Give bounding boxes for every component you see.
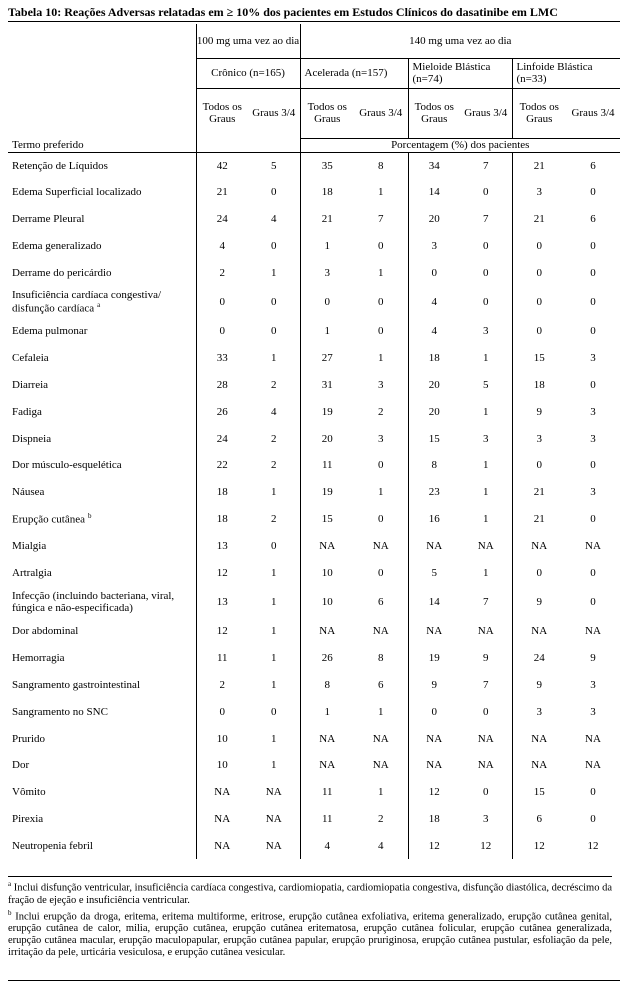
value-cell: 0 (483, 295, 489, 308)
table-row (8, 452, 620, 479)
term-cell: Sangramento no SNC (12, 705, 108, 718)
value-cell: 7 (483, 212, 489, 225)
table-row (8, 345, 620, 372)
value-cell: NA (512, 725, 566, 752)
table-row (8, 806, 620, 833)
grades34-header: Graus 3/4 (354, 88, 408, 138)
value-cell: 0 (300, 286, 354, 318)
value-cell: NA (408, 752, 460, 779)
value-cell: NA (585, 759, 601, 772)
value-cell: 15 (300, 506, 354, 533)
value-cell: 4 (408, 286, 460, 318)
value-cell: 6 (512, 806, 566, 833)
value-cell: 0 (271, 325, 277, 338)
all-grades-header: Todos os Graus (408, 88, 460, 138)
value-cell: 1 (271, 352, 277, 365)
value-cell: NA (477, 732, 494, 745)
value-cell: 3 (483, 325, 489, 338)
header-blank (8, 24, 196, 58)
value-cell: 1 (378, 786, 384, 799)
grades34-header: Graus 3/4 (460, 88, 512, 138)
value-cell: 14 (408, 586, 460, 618)
value-cell: 21 (300, 206, 354, 233)
value-cell: NA (408, 725, 460, 752)
value-cell: 7 (483, 595, 489, 608)
header-blank (196, 138, 248, 152)
table-row (8, 586, 620, 618)
table-row (8, 372, 620, 399)
table-row (8, 232, 620, 259)
term-cell: Dor abdominal (12, 625, 79, 638)
value-cell: 1 (483, 512, 489, 525)
table-row (8, 479, 620, 506)
value-cell: 0 (378, 566, 384, 579)
value-cell: 1 (378, 352, 384, 365)
table-row (8, 532, 620, 559)
value-cell: 2 (196, 259, 248, 286)
value-cell: 9 (512, 586, 566, 618)
value-cell: 21 (512, 479, 566, 506)
value-cell: 21 (512, 206, 566, 233)
value-cell: 2 (271, 459, 277, 472)
value-cell: 1 (483, 352, 489, 365)
table-row (8, 725, 620, 752)
value-cell: 9 (483, 652, 489, 665)
value-cell: NA (408, 532, 460, 559)
value-cell: 24 (196, 206, 248, 233)
table-row (8, 645, 620, 672)
value-cell: 1 (271, 266, 277, 279)
term-cell: Erupção cutânea $^b$ (12, 512, 92, 526)
value-cell: 8 (378, 652, 384, 665)
value-cell: 3 (483, 432, 489, 445)
value-cell: 1 (271, 652, 277, 665)
value-cell: 19 (300, 479, 354, 506)
value-cell: 12 (408, 779, 460, 806)
value-cell: NA (196, 779, 248, 806)
value-cell: 28 (196, 372, 248, 399)
value-cell: 3 (590, 352, 596, 365)
term-cell: Vômito (12, 786, 46, 799)
value-cell: 1 (378, 705, 384, 718)
value-cell: 9 (512, 398, 566, 425)
value-cell: NA (372, 539, 389, 552)
value-cell: 0 (271, 186, 277, 199)
value-cell: 1 (483, 486, 489, 499)
value-cell: 0 (590, 786, 596, 799)
table-row (8, 698, 620, 725)
value-cell: 0 (378, 295, 384, 308)
value-cell: 0 (271, 705, 277, 718)
phase-acelerada: Acelerada (n=157) (300, 58, 408, 88)
value-cell: 14 (408, 179, 460, 206)
value-cell: 0 (271, 295, 277, 308)
value-cell: 0 (590, 325, 596, 338)
value-cell: 42 (196, 152, 248, 179)
value-cell: 5 (483, 378, 489, 391)
value-cell: 8 (300, 672, 354, 699)
term-column-header: Termo preferido (8, 138, 196, 152)
value-cell: 1 (483, 405, 489, 418)
value-cell: 10 (300, 586, 354, 618)
term-cell: Artralgia (12, 566, 52, 579)
value-cell: 35 (300, 152, 354, 179)
value-cell: 3 (378, 432, 384, 445)
value-cell: 9 (512, 672, 566, 699)
value-cell: 19 (300, 398, 354, 425)
value-cell: 1 (378, 186, 384, 199)
table-row (8, 286, 620, 318)
value-cell: 18 (196, 506, 248, 533)
bottom-rule (8, 980, 620, 981)
value-cell: 3 (300, 259, 354, 286)
term-cell: Edema generalizado (12, 239, 102, 252)
value-cell: 4 (271, 405, 277, 418)
value-cell: 33 (196, 345, 248, 372)
value-cell: 11 (300, 779, 354, 806)
value-cell: 0 (512, 559, 566, 586)
value-cell: 0 (378, 239, 384, 252)
term-cell: Derrame Pleural (12, 212, 85, 225)
value-cell: 7 (483, 678, 489, 691)
term-cell: Mialgia (12, 539, 47, 552)
value-cell: 18 (300, 179, 354, 206)
value-cell: 0 (483, 786, 489, 799)
value-cell: 5 (408, 559, 460, 586)
value-cell: NA (265, 839, 282, 852)
value-cell: NA (300, 618, 354, 645)
table-body (8, 152, 620, 859)
value-cell: 5 (271, 159, 277, 172)
value-cell: 1 (271, 625, 277, 638)
value-cell: 0 (271, 239, 277, 252)
value-cell: 2 (378, 405, 384, 418)
value-cell: 18 (196, 479, 248, 506)
value-cell: 1 (271, 595, 277, 608)
value-cell: 24 (196, 425, 248, 452)
value-cell: 16 (408, 506, 460, 533)
value-cell: 4 (196, 232, 248, 259)
value-cell: 27 (300, 345, 354, 372)
value-cell: NA (265, 786, 282, 799)
term-cell: Edema pulmonar (12, 325, 88, 338)
value-cell: 7 (378, 212, 384, 225)
value-cell: 34 (408, 152, 460, 179)
header-blank (248, 138, 300, 152)
value-cell: 18 (408, 806, 460, 833)
phase-cronico: Crônico (n=165) (196, 58, 300, 88)
value-cell: NA (477, 539, 494, 552)
value-cell: 0 (408, 259, 460, 286)
footnote-a: $^a$ Inclui disfunção ventricular, insuficiência cardíaca congestiva, cardiomiopatia, cardiomiopatia congestiva, disfunção diastólica, decréscimo da fração de ejeção e insuficiência ventricular. (8, 880, 612, 906)
value-cell: 9 (590, 652, 596, 665)
value-cell: 0 (590, 595, 596, 608)
value-cell: 1 (300, 232, 354, 259)
value-cell: 1 (271, 566, 277, 579)
value-cell: 0 (512, 318, 566, 345)
value-cell: NA (196, 832, 248, 859)
value-cell: 0 (483, 705, 489, 718)
value-cell: 10 (300, 559, 354, 586)
value-cell: NA (300, 752, 354, 779)
value-cell: 4 (378, 839, 384, 852)
table-row (8, 779, 620, 806)
value-cell: 0 (590, 266, 596, 279)
dose-140-header: 140 mg uma vez ao dia (300, 24, 620, 58)
value-cell: 1 (271, 486, 277, 499)
value-cell: 12 (587, 839, 599, 852)
term-cell: Náusea (12, 486, 45, 499)
value-cell: NA (196, 806, 248, 833)
value-cell: 31 (300, 372, 354, 399)
value-cell: 0 (483, 239, 489, 252)
all-grades-header: Todos os Graus (512, 88, 566, 138)
value-cell: 13 (196, 586, 248, 618)
term-cell: Retenção de Líquidos (12, 159, 108, 172)
value-cell: 1 (300, 698, 354, 725)
value-cell: 18 (512, 372, 566, 399)
value-cell: 4 (300, 832, 354, 859)
value-cell: 0 (512, 259, 566, 286)
header-blank (8, 88, 196, 138)
value-cell: 0 (378, 512, 384, 525)
value-cell: NA (408, 618, 460, 645)
value-cell: NA (585, 625, 601, 638)
term-cell: Pirexia (12, 812, 44, 825)
value-cell: NA (585, 539, 601, 552)
term-cell: Fadiga (12, 405, 42, 418)
value-cell: 11 (300, 452, 354, 479)
value-cell: 11 (196, 645, 248, 672)
value-cell: 0 (512, 232, 566, 259)
value-cell: 0 (271, 539, 277, 552)
value-cell: 0 (378, 459, 384, 472)
term-cell: Edema Superficial localizado (12, 186, 142, 199)
value-cell: 4 (271, 212, 277, 225)
value-cell: NA (512, 618, 566, 645)
value-cell: 12 (408, 832, 460, 859)
value-cell: NA (372, 759, 389, 772)
adverse-reactions-table (8, 24, 620, 859)
value-cell: NA (477, 625, 494, 638)
value-cell: 8 (378, 159, 384, 172)
value-cell: 2 (378, 812, 384, 825)
table-row (8, 672, 620, 699)
percent-header: Porcentagem (%) dos pacientes (300, 138, 620, 152)
table-row (8, 832, 620, 859)
value-cell: 20 (408, 398, 460, 425)
value-cell: 10 (196, 725, 248, 752)
value-cell: 3 (590, 705, 596, 718)
value-cell: 15 (512, 779, 566, 806)
value-cell: 1 (483, 566, 489, 579)
value-cell: 20 (300, 425, 354, 452)
value-cell: 13 (196, 532, 248, 559)
term-cell: Insuficiência cardíaca congestiva/ disfunção cardíaca $^a$ (12, 289, 162, 315)
value-cell: 0 (590, 812, 596, 825)
phase-mieloide: Mieloide Blástica (n=74) (408, 58, 512, 88)
value-cell: 15 (408, 425, 460, 452)
value-cell: 0 (590, 295, 596, 308)
value-cell: 0 (590, 459, 596, 472)
value-cell: 0 (590, 239, 596, 252)
term-cell: Cefaleia (12, 352, 49, 365)
value-cell: 6 (378, 595, 384, 608)
value-cell: 3 (590, 486, 596, 499)
value-cell: 21 (512, 152, 566, 179)
value-cell: 1 (271, 732, 277, 745)
value-cell: 0 (590, 186, 596, 199)
value-cell: 12 (196, 618, 248, 645)
value-cell: NA (300, 725, 354, 752)
value-cell: 26 (300, 645, 354, 672)
table-row (8, 152, 620, 179)
footnotes (8, 876, 612, 959)
table-row (8, 752, 620, 779)
grades34-header: Graus 3/4 (248, 88, 300, 138)
value-cell: NA (477, 759, 494, 772)
term-cell: Dor músculo-esquelética (12, 459, 122, 472)
value-cell: 2 (271, 378, 277, 391)
value-cell: 10 (196, 752, 248, 779)
footnote-b: $^b$ Inclui erupção da droga, eritema, eritema multiforme, eritrose, erupção cutânea exfoliativa, eritema generalizado, erupção cutânea genital, erupção cutânea de calor, milia, erupção cutânea, erupção cutânea eritematosa, erupção cutânea folicular, erupção cutânea generalizada, erupção cutânea macular, erupção maculopapular, erupção cutânea papular, erupção pruriginosa, erupção cutânea pustular, esfoliação da pele, irritação da pele, urticária vesiculosa, e erupção cutânea vesicular. (8, 908, 612, 958)
value-cell: 2 (271, 512, 277, 525)
table-row (8, 425, 620, 452)
value-cell: NA (300, 532, 354, 559)
value-cell: 21 (512, 506, 566, 533)
value-cell: 18 (408, 345, 460, 372)
value-cell: 0 (196, 318, 248, 345)
value-cell: 20 (408, 372, 460, 399)
value-cell: 3 (378, 378, 384, 391)
table-row (8, 179, 620, 206)
value-cell: 21 (196, 179, 248, 206)
value-cell: 2 (271, 432, 277, 445)
all-grades-header: Todos os Graus (300, 88, 354, 138)
value-cell: 3 (512, 698, 566, 725)
value-cell: 0 (590, 512, 596, 525)
term-cell: Diarreia (12, 378, 49, 391)
all-grades-header: Todos os Graus (196, 88, 248, 138)
value-cell: 15 (512, 345, 566, 372)
value-cell: 3 (590, 405, 596, 418)
value-cell: 0 (196, 698, 248, 725)
value-cell: 9 (408, 672, 460, 699)
value-cell: NA (372, 732, 389, 745)
value-cell: 12 (196, 559, 248, 586)
value-cell: 6 (378, 678, 384, 691)
value-cell: 0 (483, 186, 489, 199)
value-cell: 1 (483, 459, 489, 472)
value-cell: 0 (590, 378, 596, 391)
term-cell: Dor (12, 759, 30, 772)
value-cell: NA (512, 752, 566, 779)
value-cell: 7 (483, 159, 489, 172)
value-cell: 20 (408, 206, 460, 233)
table-row (8, 318, 620, 345)
table-row (8, 398, 620, 425)
value-cell: 0 (196, 286, 248, 318)
value-cell: 24 (512, 645, 566, 672)
value-cell: 12 (480, 839, 492, 852)
table-row (8, 559, 620, 586)
value-cell: 1 (300, 318, 354, 345)
table-row (8, 206, 620, 233)
value-cell: 22 (196, 452, 248, 479)
value-cell: 1 (378, 266, 384, 279)
header-blank (8, 58, 196, 88)
table-title: Tabela 10: Reações Adversas relatadas em ≥ 10% dos pacientes em Estudos Clínicos do dasatinibe em LMC (8, 5, 620, 22)
term-cell: Sangramento gastrointestinal (12, 678, 140, 691)
value-cell: 26 (196, 398, 248, 425)
term-cell: Hemorragia (12, 652, 65, 665)
value-cell: 0 (512, 286, 566, 318)
grades34-header: Graus 3/4 (566, 88, 620, 138)
value-cell: 3 (590, 678, 596, 691)
value-cell: 23 (408, 479, 460, 506)
value-cell: 8 (408, 452, 460, 479)
value-cell: NA (372, 625, 389, 638)
value-cell: 6 (590, 159, 596, 172)
phase-linfoide: Linfoide Blástica (n=33) (512, 58, 620, 88)
table-row (8, 259, 620, 286)
value-cell: 6 (590, 212, 596, 225)
value-cell: 3 (408, 232, 460, 259)
value-cell: 0 (590, 566, 596, 579)
term-cell: Dispneia (12, 432, 52, 445)
dose-100-header: 100 mg uma vez ao dia (196, 24, 300, 58)
value-cell: 0 (408, 698, 460, 725)
value-cell: NA (585, 732, 601, 745)
value-cell: NA (265, 812, 282, 825)
table-row (8, 618, 620, 645)
value-cell: 0 (378, 325, 384, 338)
value-cell: 1 (378, 486, 384, 499)
value-cell: 0 (512, 452, 566, 479)
value-cell: 1 (271, 759, 277, 772)
term-cell: Neutropenia febril (12, 839, 93, 852)
value-cell: NA (512, 532, 566, 559)
value-cell: 1 (271, 678, 277, 691)
value-cell: 3 (512, 179, 566, 206)
value-cell: 11 (300, 806, 354, 833)
value-cell: 4 (408, 318, 460, 345)
value-cell: 3 (512, 425, 566, 452)
value-cell: 19 (408, 645, 460, 672)
value-cell: 3 (483, 812, 489, 825)
term-cell: Infecção (incluindo bacteriana, viral, fúngica e não-especificada) (12, 589, 175, 614)
term-cell: Prurido (12, 732, 45, 745)
value-cell: 3 (590, 432, 596, 445)
value-cell: 12 (512, 832, 566, 859)
value-cell: 0 (483, 266, 489, 279)
value-cell: 2 (196, 672, 248, 699)
term-cell: Derrame do pericárdio (12, 266, 112, 279)
table-row (8, 506, 620, 533)
